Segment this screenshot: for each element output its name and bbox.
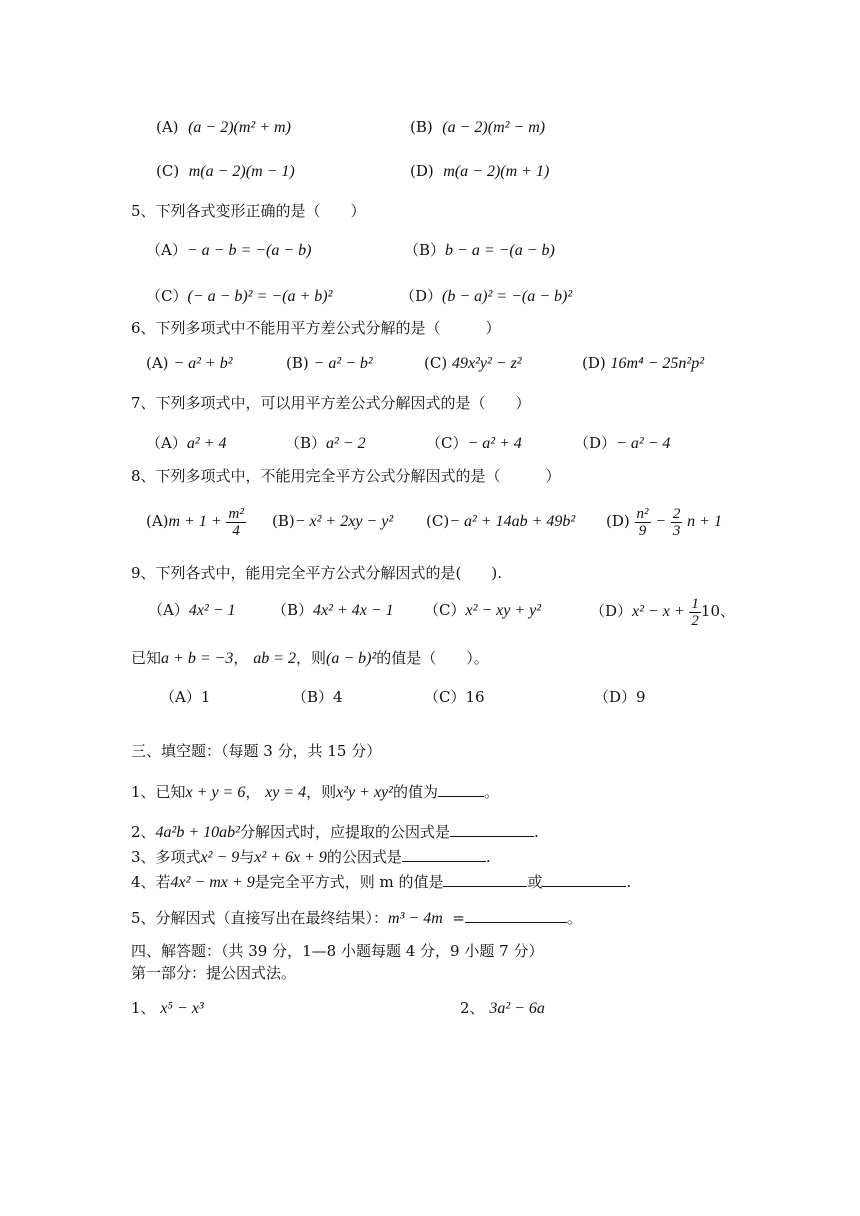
q7-option-a: （A）a² + 4 <box>146 434 227 452</box>
q7-option-b: （B）a² − 2 <box>285 434 366 452</box>
q6-option-c: (C) 49x²y² − z² <box>424 354 522 372</box>
q9-stem: 9、下列各式中，能用完全平方公式分解因式的是( ). <box>131 564 503 582</box>
q5-stem: 5、下列各式变形正确的是（ ） <box>131 202 366 220</box>
q6-option-b: (B) − a² − b² <box>286 354 373 372</box>
fill-blank[interactable] <box>402 847 486 862</box>
q8-option-d: (D) $\frac{\text{n²}}{9}$ − $\frac{2}{3}$ n + 1 <box>606 505 722 539</box>
fill-blank[interactable] <box>438 782 484 797</box>
q4-option-b: (B) (a − 2)(m² − m) <box>410 118 546 136</box>
q4-option-d: (D) m(a − 2)(m + 1) <box>410 162 550 180</box>
q4-option-c: (C) m(a − 2)(m − 1) <box>156 162 295 180</box>
q10-option-c: （C）16 <box>424 688 485 706</box>
section-4-subtitle: 第一部分：提公因式法。 <box>131 964 297 982</box>
q6-stem: 6、下列多项式中不能用平方差公式分解的是（ ） <box>131 319 501 337</box>
q7-stem: 7、下列多项式中，可以用平方差公式分解因式的是（ ） <box>131 394 531 412</box>
q8-option-a: (A)m + 1 + $\frac{\text{m²}}{4}$ <box>146 505 244 539</box>
fill-blank[interactable] <box>450 822 534 837</box>
fill-question-3: 3、多项式x² − 9与x² + 6x + 9的公因式是 . <box>131 848 491 866</box>
q9-option-c: （C）x² − xy + y² <box>424 601 542 619</box>
q7-option-d: （D）− a² − 4 <box>574 434 671 452</box>
problem-2: 2、 3a² − 6a <box>460 999 545 1017</box>
fill-blank[interactable] <box>465 908 567 923</box>
q8-a-fraction: $\frac{\text{m²}}{4}$ <box>228 505 244 539</box>
q7-option-c: （C）− a² + 4 <box>426 434 522 452</box>
q5-option-b: （B）b − a = −(a − b) <box>404 241 555 259</box>
q9-option-a: （A）4x² − 1 <box>148 601 236 619</box>
q9-d-fraction: $\frac{1}{2}$ <box>691 595 699 629</box>
q10-option-a: （A）1 <box>160 688 211 706</box>
fill-question-2: 2、4a²b + 10ab²分解因式时，应提取的公因式是 . <box>131 823 539 841</box>
q10-option-b: （B）4 <box>292 688 343 706</box>
q8-d-fraction-2: $\frac{2}{3}$ <box>672 505 681 539</box>
q5-option-a: （A）− a − b = −(a − b) <box>146 241 312 259</box>
q10-option-d: （D）9 <box>594 688 646 706</box>
q6-option-a: (A) − a² + b² <box>146 354 233 372</box>
fill-blank[interactable] <box>542 872 626 887</box>
q10-stem: 已知a + b = −3， ab = 2，则(a − b)²的值是（ ）。 <box>131 649 489 667</box>
q5-option-c: （C）(− a − b)² = −(a + b)² <box>146 287 333 305</box>
q5-option-d: （D）(b − a)² = −(a − b)² <box>400 287 573 305</box>
fill-question-5: 5、分解因式（直接写出在最终结果）：m³ − 4m = 。 <box>131 909 582 927</box>
fill-question-4: 4、若4x² − mx + 9是完全平方式，则 m 的值是 或 . <box>131 873 632 891</box>
q8-option-c: (C)− a² + 14ab + 49b² <box>426 512 576 530</box>
q8-option-b: (B)− x² + 2xy − y² <box>272 512 394 530</box>
q9-option-d: （D）x² − x + $\frac{1}{2}$ 10、 <box>590 595 735 629</box>
problem-1: 1、 x⁵ − x³ <box>131 999 204 1017</box>
section-4-title: 四、解答题：（共 39 分，1—8 小题每题 4 分，9 小题 7 分） <box>131 942 544 960</box>
fill-blank[interactable] <box>443 872 527 887</box>
q4-option-a: (A) (a − 2)(m² + m) <box>156 118 291 136</box>
section-3-title: 三、填空题：（每题 3 分，共 15 分） <box>131 742 382 760</box>
q6-option-d: (D) 16m⁴ − 25n²p² <box>582 354 705 372</box>
q9-option-b: （B）4x² + 4x − 1 <box>272 601 394 619</box>
q8-d-fraction-1: $\frac{\text{n²}}{9}$ <box>636 505 649 539</box>
fill-question-1: 1、已知x + y = 6， xy = 4，则x²y + xy²的值为 。 <box>131 783 499 801</box>
q8-stem: 8、下列多项式中，不能用完全平方公式分解因式的是（ ） <box>131 467 561 485</box>
